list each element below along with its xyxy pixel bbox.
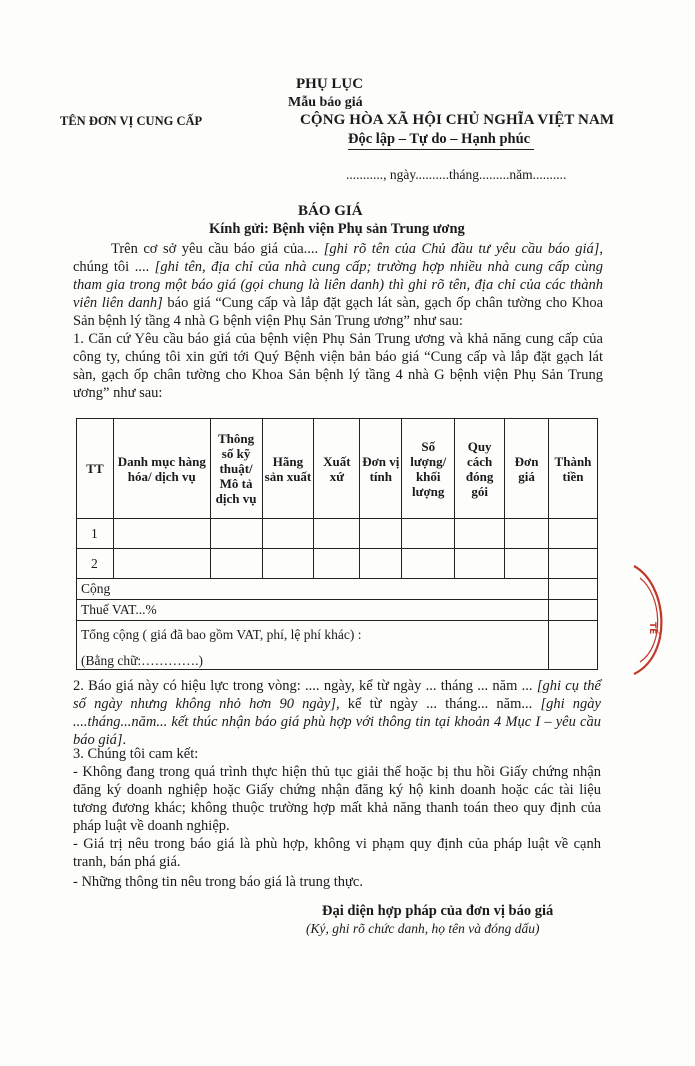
table-cell	[402, 519, 455, 549]
motto: Độc lập – Tự do – Hạnh phúc	[348, 131, 531, 147]
total-label: Tổng cộng ( giá đã bao gồm VAT, phí, lệ phí khác) :	[81, 627, 362, 642]
table-cell	[505, 549, 549, 579]
col-header-qty: Số lượng/ khối lượng	[402, 419, 455, 519]
commitment-2: - Giá trị nêu trong báo giá là phù hợp, không vi phạm quy định của pháp luật về cạnh tranh, bán phá giá.	[73, 836, 601, 870]
col-header-unit: Đơn vị tính	[360, 419, 402, 519]
col-header-spec: Thông số kỹ thuật/ Mô tả dịch vụ	[210, 419, 262, 519]
intro-text-5: báo giá “Cung cấp và lắp đặt gạch lát sàn, gạch ốp chân tường cho Khoa Sản bệnh lý tầng 4 nhà G bệnh viện Phụ Sản Trung ương” như sau:	[73, 295, 603, 329]
form-name: Mẫu báo giá	[288, 95, 363, 110]
sum-value-cell	[548, 579, 597, 600]
table-cell	[548, 549, 597, 579]
date-line: ..........., ngày..........tháng.........năm..........	[346, 167, 567, 182]
nation-heading: CỘNG HÒA XÃ HỘI CHỦ NGHĨA VIỆT NAM	[300, 112, 615, 128]
signature-title: Đại diện hợp pháp của đơn vị báo giá	[322, 903, 554, 919]
intro-text-1: Trên cơ sở yêu cầu báo giá của....	[111, 241, 324, 257]
intro-paragraph	[73, 240, 603, 330]
table-cell	[548, 519, 597, 549]
col-header-tt: TT	[77, 419, 114, 519]
table-cell	[455, 549, 505, 579]
validity-text-1: 2. Báo giá này có hiệu lực trong vòng: .... ngày, kể từ ngày ... tháng ... năm ...	[73, 678, 537, 694]
col-header-item: Danh mục hàng hóa/ dịch vụ	[113, 419, 210, 519]
document-title: BÁO GIÁ	[298, 203, 363, 219]
supplier-name-heading: TÊN ĐƠN VỊ CUNG CẤP	[60, 114, 203, 128]
table-cell	[360, 549, 402, 579]
table-cell	[113, 519, 210, 549]
row-number: 2	[77, 549, 114, 579]
section-1-paragraph: 1. Căn cứ Yêu cầu báo giá của bệnh viện Phụ Sản Trung ương và khả năng cung cấp của công ty, chúng tôi xin gửi tới Quý Bệnh viện bản báo giá “Cung cấp và lắp đặt gạch lát sàn, gạch ốp chân tường cho Khoa Sản bệnh lý tầng 4 nhà G bệnh viện Phụ Sản Trung ương” như sau:	[73, 331, 603, 401]
stamp-text: TẾ	[647, 622, 657, 635]
row-number: 1	[77, 519, 114, 549]
section-3-heading: 3. Chúng tôi cam kết:	[73, 746, 199, 762]
quotation-table	[76, 418, 598, 670]
section-2-paragraph	[73, 677, 601, 749]
intro-text-2: [ghi rõ tên của Chủ đầu tư yêu cầu báo giá]	[323, 241, 600, 257]
table-header-row	[77, 419, 598, 519]
greeting: Kính gửi: Bệnh viện Phụ sản Trung ương	[209, 221, 465, 237]
col-header-price: Đơn giá	[505, 419, 549, 519]
col-header-maker: Hãng sản xuất	[262, 419, 314, 519]
intro-text-4: [ghi tên, địa chỉ của nhà cung cấp; trường hợp nhiều nhà cung cấp cùng tham gia trong một báo giá (gọi chung là liên danh) thì ghi rõ tên, địa chỉ của các thành viên liên danh]	[73, 259, 604, 311]
vat-row	[77, 600, 598, 621]
table-row	[77, 519, 598, 549]
table-cell	[314, 549, 360, 579]
motto-underline	[348, 149, 534, 150]
table-row	[77, 549, 598, 579]
appendix-title: PHỤ LỤC	[296, 76, 364, 92]
commitment-3: - Những thông tin nêu trong báo giá là trung thực.	[73, 874, 363, 890]
validity-text-3: , kể từ ngày ... tháng... năm...	[336, 696, 541, 712]
intro-text-3: , chúng tôi ....	[73, 241, 603, 275]
table-cell	[210, 519, 262, 549]
signature-note: (Ký, ghi rõ chức danh, họ tên và đóng dấu)	[306, 921, 540, 936]
table-cell	[262, 549, 314, 579]
total-value-cell	[548, 621, 597, 670]
validity-text-5: .	[122, 732, 127, 748]
vat-value-cell	[548, 600, 597, 621]
col-header-amount: Thành tiền	[548, 419, 597, 519]
sum-label: Cộng	[77, 579, 549, 600]
col-header-origin: Xuất xứ	[314, 419, 360, 519]
validity-text-2: [ghi cụ thể số ngày nhưng không nhỏ hơn 90 ngày]	[73, 678, 601, 712]
commitment-1: - Không đang trong quá trình thực hiện thủ tục giải thể hoặc bị thu hồi Giấy chứng nhận đăng ký doanh nghiệp hoặc Giấy chứng nhận đăng ký hộ kinh doanh hoặc các tài liệu tương đương khác; không thuộc trường hợp mất khả năng thanh toán theo quy định của pháp luật về doanh nghiệp.	[73, 764, 601, 834]
table-cell	[314, 519, 360, 549]
amount-in-words-label: (Bằng chữ:………….)	[81, 653, 204, 668]
col-header-pack: Quy cách đóng gói	[455, 419, 505, 519]
sum-row	[77, 579, 598, 600]
table-cell	[455, 519, 505, 549]
table-cell	[210, 549, 262, 579]
table-cell	[505, 519, 549, 549]
red-stamp-fragment	[628, 560, 695, 680]
total-label-cell	[77, 621, 549, 670]
table-cell	[113, 549, 210, 579]
table-cell	[402, 549, 455, 579]
total-row	[77, 621, 598, 670]
table-cell	[360, 519, 402, 549]
vat-label: Thuế VAT...%	[77, 600, 549, 621]
table-cell	[262, 519, 314, 549]
validity-text-4: [ghi ngày ....tháng...năm... kết thúc nhận báo giá phù hợp với thông tin tại khoản 4 Mục I – yêu cầu báo giá]	[73, 696, 601, 748]
